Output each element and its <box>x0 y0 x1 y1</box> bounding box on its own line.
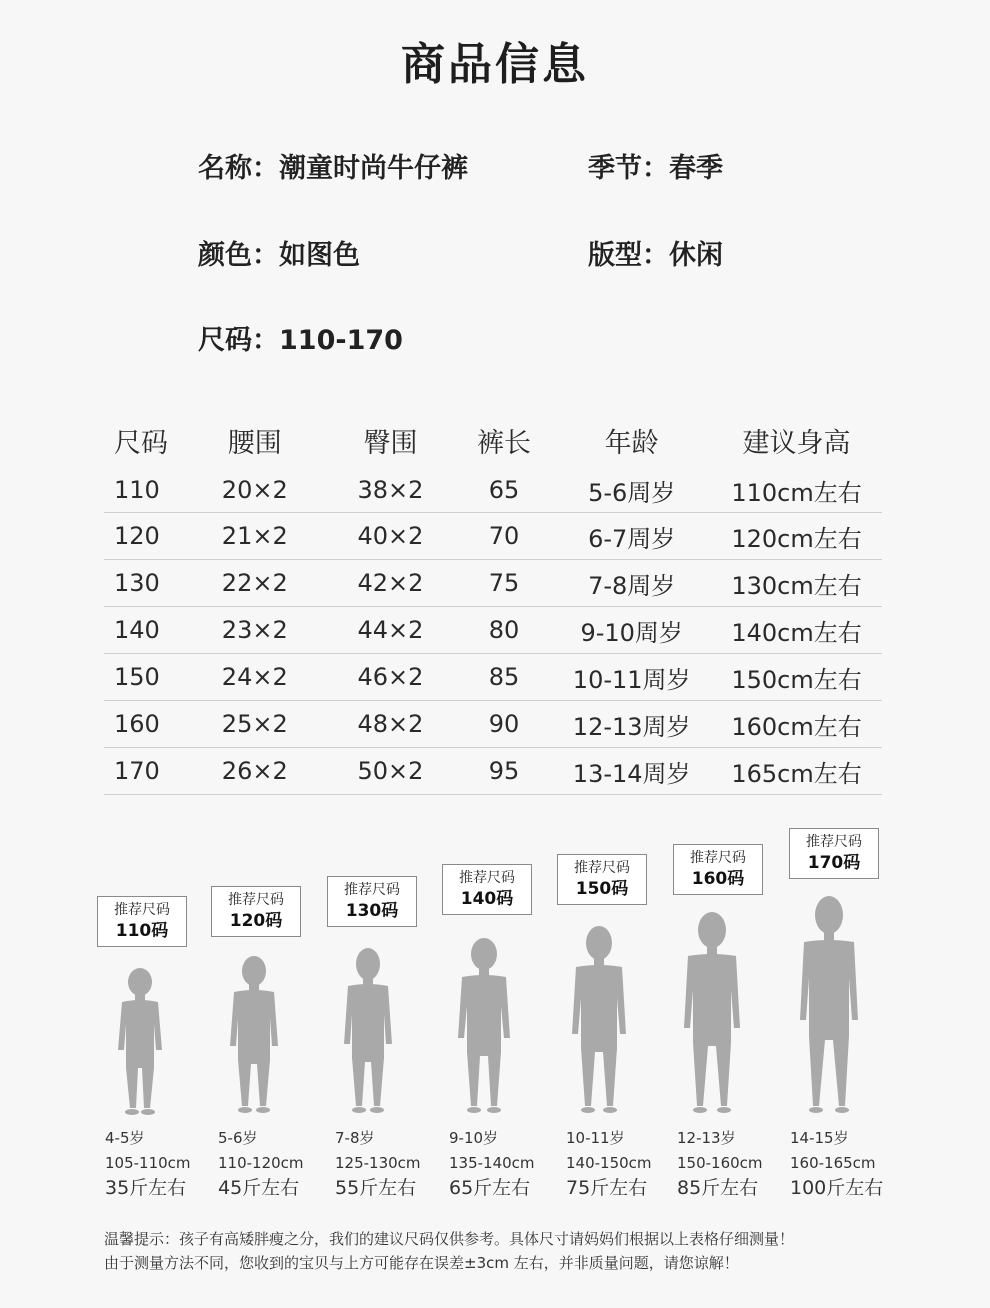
header-height: 建议身高 <box>742 427 851 459</box>
cell-height: 120cm左右 <box>711 513 882 560</box>
kid-info <box>335 1126 421 1201</box>
kid-age: 14-15岁 <box>790 1129 849 1147</box>
badge-label: 推荐尺码 <box>690 850 746 866</box>
cell-age: 6-7周岁 <box>552 513 711 560</box>
kid-height: 150-160cm <box>677 1154 763 1172</box>
product-fit: 版型：休闲 <box>588 240 723 271</box>
cell-length: 70 <box>456 513 552 560</box>
cell-hip: 46×2 <box>325 654 456 701</box>
child-silhouette-icon <box>112 968 168 1116</box>
kid-info <box>218 1126 304 1201</box>
badge-size: 130码 <box>345 901 399 921</box>
table-row <box>104 468 882 513</box>
kid-weight: 35斤左右 <box>105 1177 187 1199</box>
recommend-size-badge <box>211 886 301 937</box>
product-season: 季节：春季 <box>588 153 723 184</box>
product-size-range: 尺码：110-170 <box>198 325 403 356</box>
header-hip: 臀围 <box>363 427 418 459</box>
cell-length: 95 <box>456 748 552 795</box>
header-length: 裤长 <box>477 427 532 459</box>
cell-height: 160cm左右 <box>711 701 882 748</box>
badge-size: 120码 <box>229 911 283 931</box>
tip-line-1: 温馨提示：孩子有高矮胖瘦之分，我们的建议尺码仅供参考。具体尺寸请妈妈们根据以上表格仔细测量！ <box>104 1230 795 1248</box>
kid-age: 7-8岁 <box>335 1129 375 1147</box>
cell-size: 160 <box>104 701 184 748</box>
cell-waist: 20×2 <box>184 468 325 513</box>
kid-weight: 100斤左右 <box>790 1177 884 1199</box>
badge-label: 推荐尺码 <box>114 902 170 918</box>
size-chart-table <box>104 412 882 795</box>
kid-weight: 45斤左右 <box>218 1177 300 1199</box>
cell-size: 120 <box>104 513 184 560</box>
cell-hip: 44×2 <box>325 607 456 654</box>
child-silhouette-icon <box>680 912 744 1116</box>
badge-size: 110码 <box>115 921 169 941</box>
cell-length: 65 <box>456 468 552 513</box>
cell-waist: 25×2 <box>184 701 325 748</box>
table-row <box>104 654 882 701</box>
badge-size: 150码 <box>575 879 629 899</box>
cell-length: 85 <box>456 654 552 701</box>
header-size: 尺码 <box>114 427 168 459</box>
recommend-size-badge <box>673 844 763 895</box>
cell-length: 75 <box>456 560 552 607</box>
tip-line-2: 由于测量方法不同，您收到的宝贝与上方可能存在误差±3cm 左右，并非质量问题，请您谅解！ <box>104 1254 739 1272</box>
cell-height: 150cm左右 <box>711 654 882 701</box>
badge-size: 170码 <box>807 853 861 873</box>
cell-length: 90 <box>456 701 552 748</box>
kid-height: 105-110cm <box>105 1154 191 1172</box>
cell-size: 170 <box>104 748 184 795</box>
child-silhouette-icon <box>340 948 396 1116</box>
cell-age: 7-8周岁 <box>552 560 711 607</box>
table-row <box>104 701 882 748</box>
kid-info <box>790 1126 883 1201</box>
cell-hip: 38×2 <box>325 468 456 513</box>
kid-age: 12-13岁 <box>677 1129 736 1147</box>
table-row <box>104 560 882 607</box>
badge-label: 推荐尺码 <box>574 860 630 876</box>
kid-height: 135-140cm <box>449 1154 535 1172</box>
child-silhouette-icon <box>568 926 630 1116</box>
table-row <box>104 748 882 795</box>
table-row <box>104 607 882 654</box>
cell-age: 9-10周岁 <box>552 607 711 654</box>
kid-weight: 75斤左右 <box>566 1177 648 1199</box>
kid-info <box>449 1126 535 1201</box>
cell-size: 110 <box>104 468 184 513</box>
kid-info <box>566 1126 652 1201</box>
cell-length: 80 <box>456 607 552 654</box>
badge-label: 推荐尺码 <box>228 892 284 908</box>
badge-label: 推荐尺码 <box>344 882 400 898</box>
table-header-row <box>104 412 882 468</box>
kid-weight: 65斤左右 <box>449 1177 531 1199</box>
kid-age: 9-10岁 <box>449 1129 499 1147</box>
cell-waist: 26×2 <box>184 748 325 795</box>
badge-label: 推荐尺码 <box>459 870 515 886</box>
child-silhouette-icon <box>796 896 862 1116</box>
kid-age: 4-5岁 <box>105 1129 145 1147</box>
cell-waist: 24×2 <box>184 654 325 701</box>
header-age: 年龄 <box>604 427 659 459</box>
recommend-size-badge <box>442 864 532 915</box>
cell-age: 13-14周岁 <box>552 748 711 795</box>
cell-size: 150 <box>104 654 184 701</box>
recommend-size-badge <box>97 896 187 947</box>
cell-height: 130cm左右 <box>711 560 882 607</box>
cell-age: 5-6周岁 <box>552 468 711 513</box>
cell-hip: 42×2 <box>325 560 456 607</box>
kid-info <box>105 1126 191 1201</box>
cell-height: 165cm左右 <box>711 748 882 795</box>
recommend-size-badge <box>327 876 417 927</box>
cell-age: 10-11周岁 <box>552 654 711 701</box>
recommend-size-badge <box>789 828 879 879</box>
kid-info <box>677 1126 763 1201</box>
kid-age: 5-6岁 <box>218 1129 258 1147</box>
cell-waist: 21×2 <box>184 513 325 560</box>
cell-hip: 48×2 <box>325 701 456 748</box>
badge-label: 推荐尺码 <box>806 834 862 850</box>
badge-size: 160码 <box>691 869 745 889</box>
cell-height: 110cm左右 <box>711 468 882 513</box>
cell-age: 12-13周岁 <box>552 701 711 748</box>
kid-height: 125-130cm <box>335 1154 421 1172</box>
product-color: 颜色：如图色 <box>198 240 360 271</box>
page-title: 商品信息 <box>401 39 589 90</box>
cell-hip: 50×2 <box>325 748 456 795</box>
cell-size: 140 <box>104 607 184 654</box>
cell-size: 130 <box>104 560 184 607</box>
kid-weight: 55斤左右 <box>335 1177 417 1199</box>
kid-age: 10-11岁 <box>566 1129 625 1147</box>
kid-weight: 85斤左右 <box>677 1177 759 1199</box>
table-row <box>104 513 882 560</box>
child-silhouette-icon <box>454 938 514 1116</box>
cell-waist: 22×2 <box>184 560 325 607</box>
header-waist: 腰围 <box>227 427 282 459</box>
child-silhouette-icon <box>226 956 282 1116</box>
cell-hip: 40×2 <box>325 513 456 560</box>
kid-height: 160-165cm <box>790 1154 876 1172</box>
kid-height: 140-150cm <box>566 1154 652 1172</box>
kid-height: 110-120cm <box>218 1154 304 1172</box>
recommend-size-badge <box>557 854 647 905</box>
cell-height: 140cm左右 <box>711 607 882 654</box>
product-name: 名称：潮童时尚牛仔裤 <box>198 153 468 184</box>
cell-waist: 23×2 <box>184 607 325 654</box>
badge-size: 140码 <box>460 889 514 909</box>
